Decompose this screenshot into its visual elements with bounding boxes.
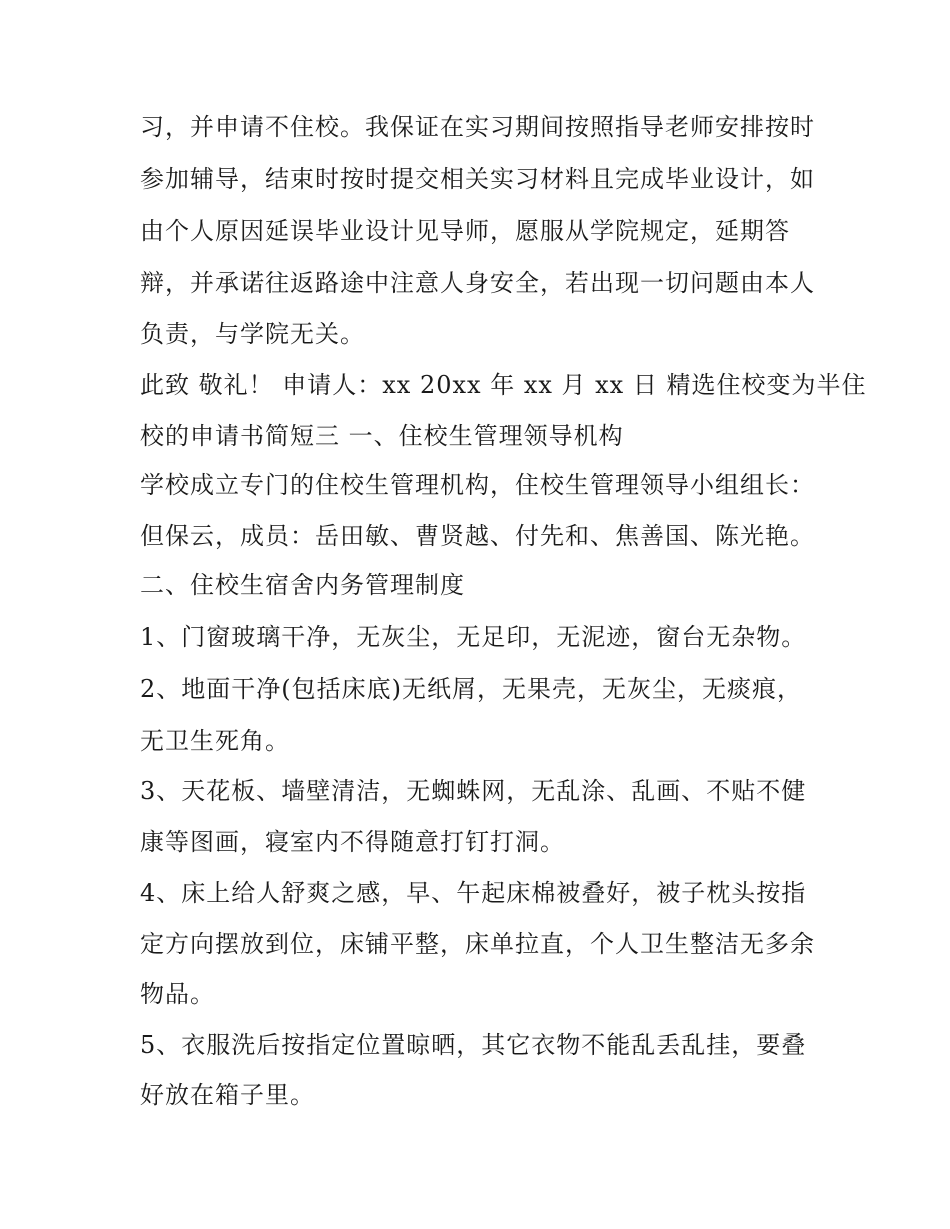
text-line: 学校成立专门的住校生管理机构，住校生管理领导小组组长： (140, 471, 815, 499)
list-item-continuation: 好放在箱子里。 (140, 1081, 315, 1109)
text-line: 辩，并承诺往返路途中注意人身安全，若出现一切问题由本人 (140, 269, 815, 297)
list-item-continuation: 无卫生死角。 (140, 727, 290, 755)
section-heading: 二、住校生宿舍内务管理制度 (140, 571, 465, 599)
list-item: 4、床上给人舒爽之感，早、午起床棉被叠好，被子枕头按指 (140, 879, 807, 907)
list-item: 5、衣服洗后按指定位置晾晒，其它衣物不能乱丢乱挂，要叠 (140, 1031, 807, 1059)
list-item-continuation: 康等图画，寝室内不得随意打钉打洞。 (140, 828, 565, 856)
text-line: 负责，与学院无关。 (140, 320, 365, 348)
list-item-continuation: 物品。 (140, 980, 215, 1008)
text-line: 但保云，成员：岳田敏、曹贤越、付先和、焦善国、陈光艳。 (140, 522, 815, 550)
text-line: 此致 敬礼！ 申请人：xx 20xx 年 xx 月 xx 日 精选住校变为半住 (140, 371, 867, 399)
list-item: 3、天花板、墙壁清洁，无蜘蛛网，无乱涂、乱画、不贴不健 (140, 777, 807, 805)
list-item: 1、门窗玻璃干净，无灰尘，无足印，无泥迹，窗台无杂物。 (140, 623, 807, 651)
text-line: 参加辅导，结束时按时提交相关实习材料且完成毕业设计，如 (140, 165, 815, 193)
text-line: 由个人原因延误毕业设计见导师，愿服从学院规定，延期答 (140, 217, 790, 245)
list-item-continuation: 定方向摆放到位，床铺平整，床单拉直，个人卫生整洁无多余 (140, 930, 815, 958)
text-line: 习，并申请不住校。我保证在实习期间按照指导老师安排按时 (140, 113, 815, 141)
text-line: 校的申请书简短三 一、住校生管理领导机构 (140, 422, 624, 450)
list-item: 2、地面干净(包括床底)无纸屑，无果壳，无灰尘，无痰痕， (140, 675, 802, 703)
